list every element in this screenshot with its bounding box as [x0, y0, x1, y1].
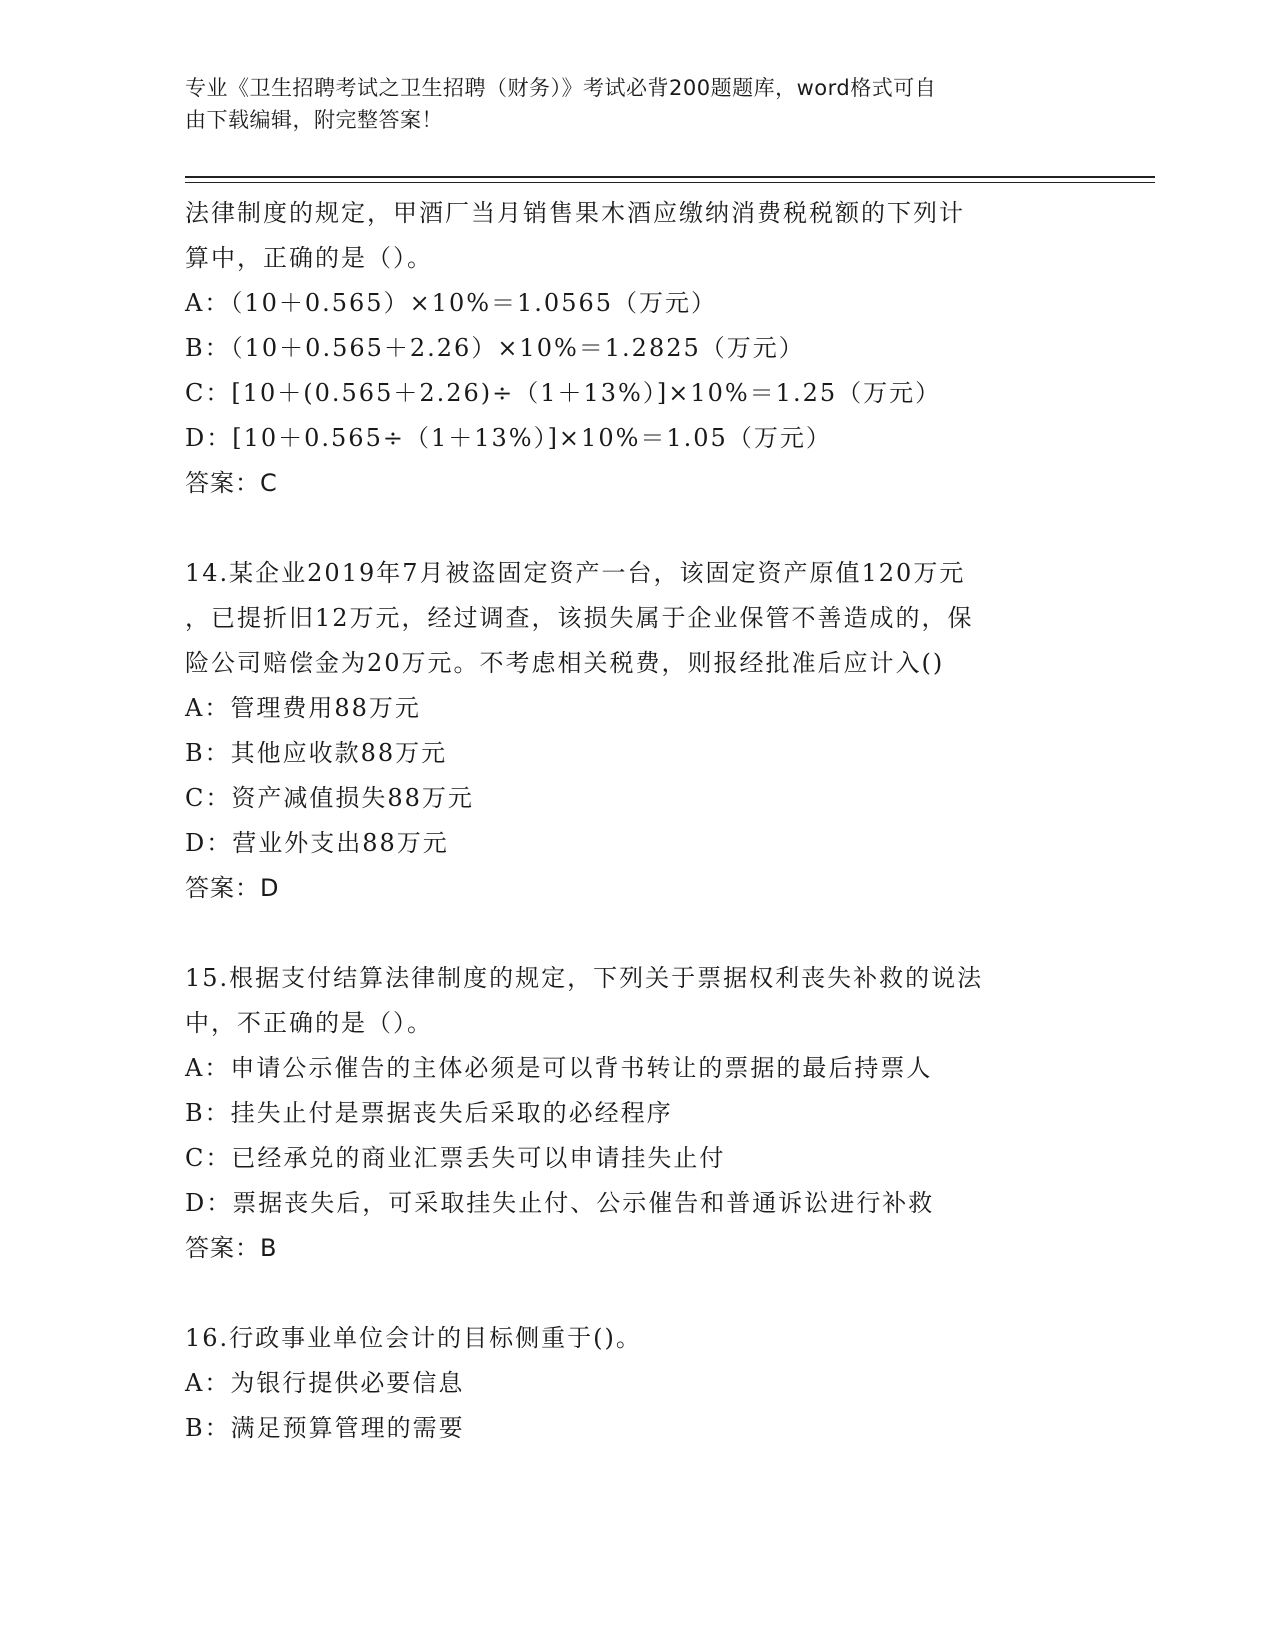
option-a: A：申请公示催告的主体必须是可以背书转让的票据的最后持票人	[185, 1054, 933, 1082]
question-list	[185, 191, 1085, 1451]
question-13	[185, 191, 1085, 506]
document-header	[185, 72, 1065, 136]
option-b: B：满足预算管理的需要	[185, 1414, 465, 1442]
option-b: B：（10＋0.565＋2.26）×10%＝1.2825（万元）	[185, 334, 805, 362]
option-d: D：[10＋0.565÷（1＋13%）]×10%＝1.05（万元）	[185, 424, 832, 452]
option-a: A：管理费用88万元	[185, 694, 421, 722]
question-16	[185, 1316, 1085, 1451]
question-stem: 15.根据支付结算法律制度的规定，下列关于票据权利丧失补救的说法	[185, 964, 984, 992]
option-c: C：[10＋(0.565＋2.26)÷（1＋13%）]×10%＝1.25（万元）	[185, 379, 942, 407]
question-stem: 14.某企业2019年7月被盗固定资产一台，该固定资产原值120万元	[185, 559, 966, 587]
question-stem: 险公司赔偿金为20万元。不考虑相关税费，则报经批准后应计入()	[185, 649, 945, 677]
answer: 答案：B	[185, 1234, 278, 1262]
question-stem: 法律制度的规定，甲酒厂当月销售果木酒应缴纳消费税税额的下列计	[185, 199, 965, 227]
option-d: D：营业外支出88万元	[185, 829, 449, 857]
question-stem: 算中，正确的是（）。	[185, 244, 433, 272]
question-stem: ，已提折旧12万元，经过调查，该损失属于企业保管不善造成的，保	[185, 604, 974, 632]
option-c: C：已经承兑的商业汇票丢失可以申请挂失止付	[185, 1144, 726, 1172]
answer: 答案：C	[185, 469, 278, 497]
header-divider-thick	[185, 176, 1155, 178]
option-b: B：挂失止付是票据丧失后采取的必经程序	[185, 1099, 673, 1127]
header-divider-thin	[185, 182, 1155, 183]
question-15	[185, 956, 1085, 1271]
option-b: B：其他应收款88万元	[185, 739, 448, 767]
header-line-1: 专业《卫生招聘考试之卫生招聘（财务）》考试必背200题题库，word格式可自	[185, 76, 937, 100]
question-stem: 中，不正确的是（）。	[185, 1009, 433, 1037]
option-c: C：资产减值损失88万元	[185, 784, 474, 812]
header-line-2: 由下载编辑，附完整答案！	[185, 108, 443, 132]
option-a: A：（10＋0.565）×10%＝1.0565（万元）	[185, 289, 718, 317]
answer: 答案：D	[185, 874, 280, 902]
option-d: D：票据丧失后，可采取挂失止付、公示催告和普通诉讼进行补救	[185, 1189, 935, 1217]
question-stem: 16.行政事业单位会计的目标侧重于()。	[185, 1324, 642, 1352]
question-14	[185, 551, 1085, 911]
option-a: A：为银行提供必要信息	[185, 1369, 465, 1397]
